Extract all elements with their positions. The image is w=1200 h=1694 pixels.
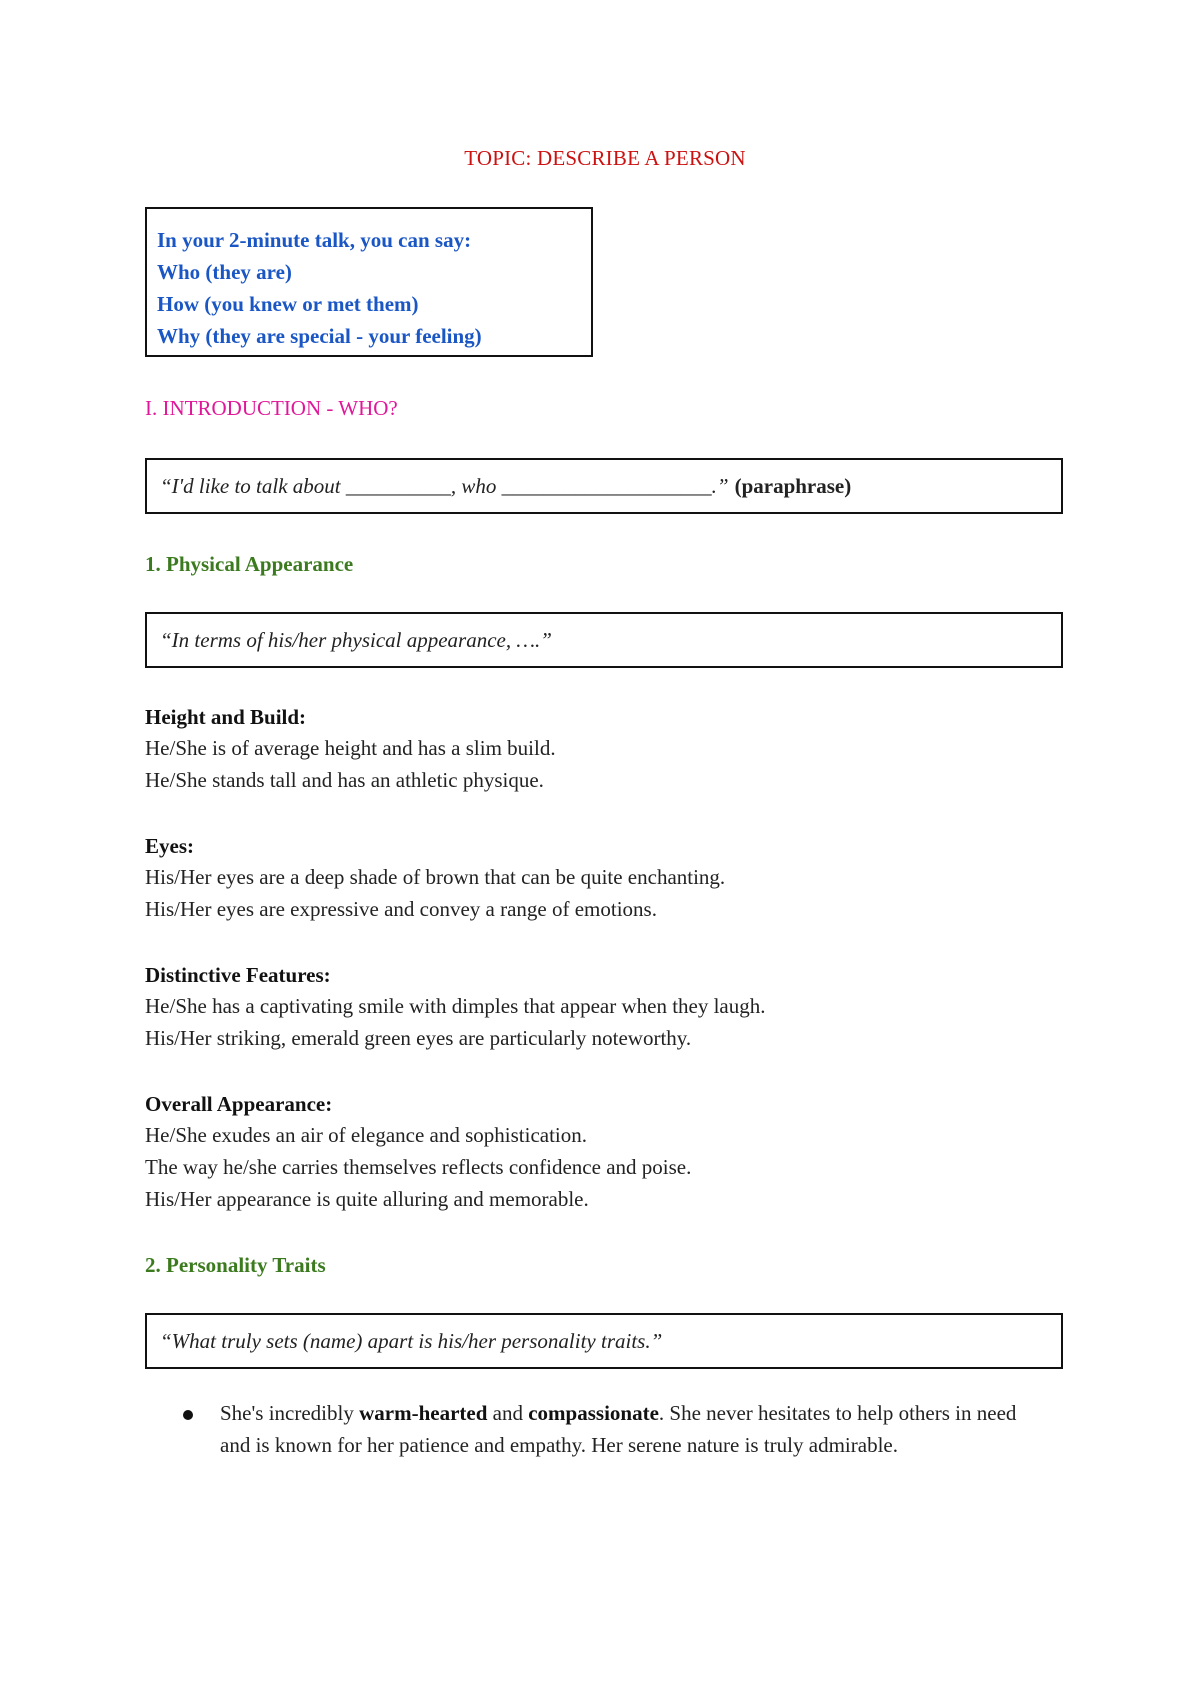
personality-quote-box — [145, 1313, 1063, 1369]
text-line: The way he/she carries themselves reflects confidence and poise. — [145, 1155, 692, 1179]
group-heading-distinctive-features: Distinctive Features: — [145, 963, 331, 987]
group-heading-overall-appearance: Overall Appearance: — [145, 1092, 333, 1116]
list-item — [145, 1397, 1063, 1461]
section-physical-heading: 1. Physical Appearance — [145, 552, 354, 576]
prompt-line: Who (they are) — [157, 260, 292, 284]
section-personality-heading: 2. Personality Traits — [145, 1253, 326, 1277]
bullet-text-part: and — [487, 1401, 529, 1425]
bullet-text-part: She's incredibly — [220, 1401, 360, 1425]
intro-quote-text: “I'd like to talk about __________, who ____________________.” — [160, 473, 729, 498]
text-line: His/Her appearance is quite alluring and memorable. — [145, 1187, 589, 1211]
text-line: He/She has a captivating smile with dimples that appear when they laugh. — [145, 994, 766, 1018]
prompt-line: How (you knew or met them) — [157, 292, 419, 316]
bullet-text-part: . She never hesitates to help others in need and is known for her patience and empathy. Her serene nature is truly admirable. — [220, 1401, 1017, 1457]
bullet-icon — [183, 1410, 193, 1420]
intro-quote-box — [145, 458, 1063, 514]
intro-quote-note: (paraphrase) — [734, 473, 852, 498]
prompt-line: Why (they are special - your feeling) — [157, 324, 482, 348]
physical-quote-text: “In terms of his/her physical appearance, ….” — [160, 627, 552, 652]
page-title: TOPIC: DESCRIBE A PERSON — [464, 146, 746, 170]
text-line: His/Her eyes are expressive and convey a range of emotions. — [145, 897, 657, 921]
physical-quote-box — [145, 612, 1063, 668]
group-heading-eyes: Eyes: — [145, 834, 194, 858]
text-line: His/Her eyes are a deep shade of brown that can be quite enchanting. — [145, 865, 726, 889]
text-line: He/She exudes an air of elegance and sophistication. — [145, 1123, 588, 1147]
text-line: His/Her striking, emerald green eyes are particularly noteworthy. — [145, 1026, 692, 1050]
bullet-text — [220, 1397, 1050, 1461]
bullet-bold-term: warm-hearted — [359, 1401, 488, 1425]
prompt-line: In your 2-minute talk, you can say: — [157, 228, 472, 252]
section-introduction-heading: I. INTRODUCTION - WHO? — [145, 396, 398, 420]
text-line: He/She stands tall and has an athletic physique. — [145, 768, 544, 792]
prompt-box — [145, 207, 593, 357]
group-heading-height-build: Height and Build: — [145, 705, 307, 729]
personality-quote-text: “What truly sets (name) apart is his/her personality traits.” — [160, 1328, 663, 1353]
text-line: He/She is of average height and has a slim build. — [145, 736, 556, 760]
bullet-bold-term: compassionate — [528, 1401, 659, 1425]
